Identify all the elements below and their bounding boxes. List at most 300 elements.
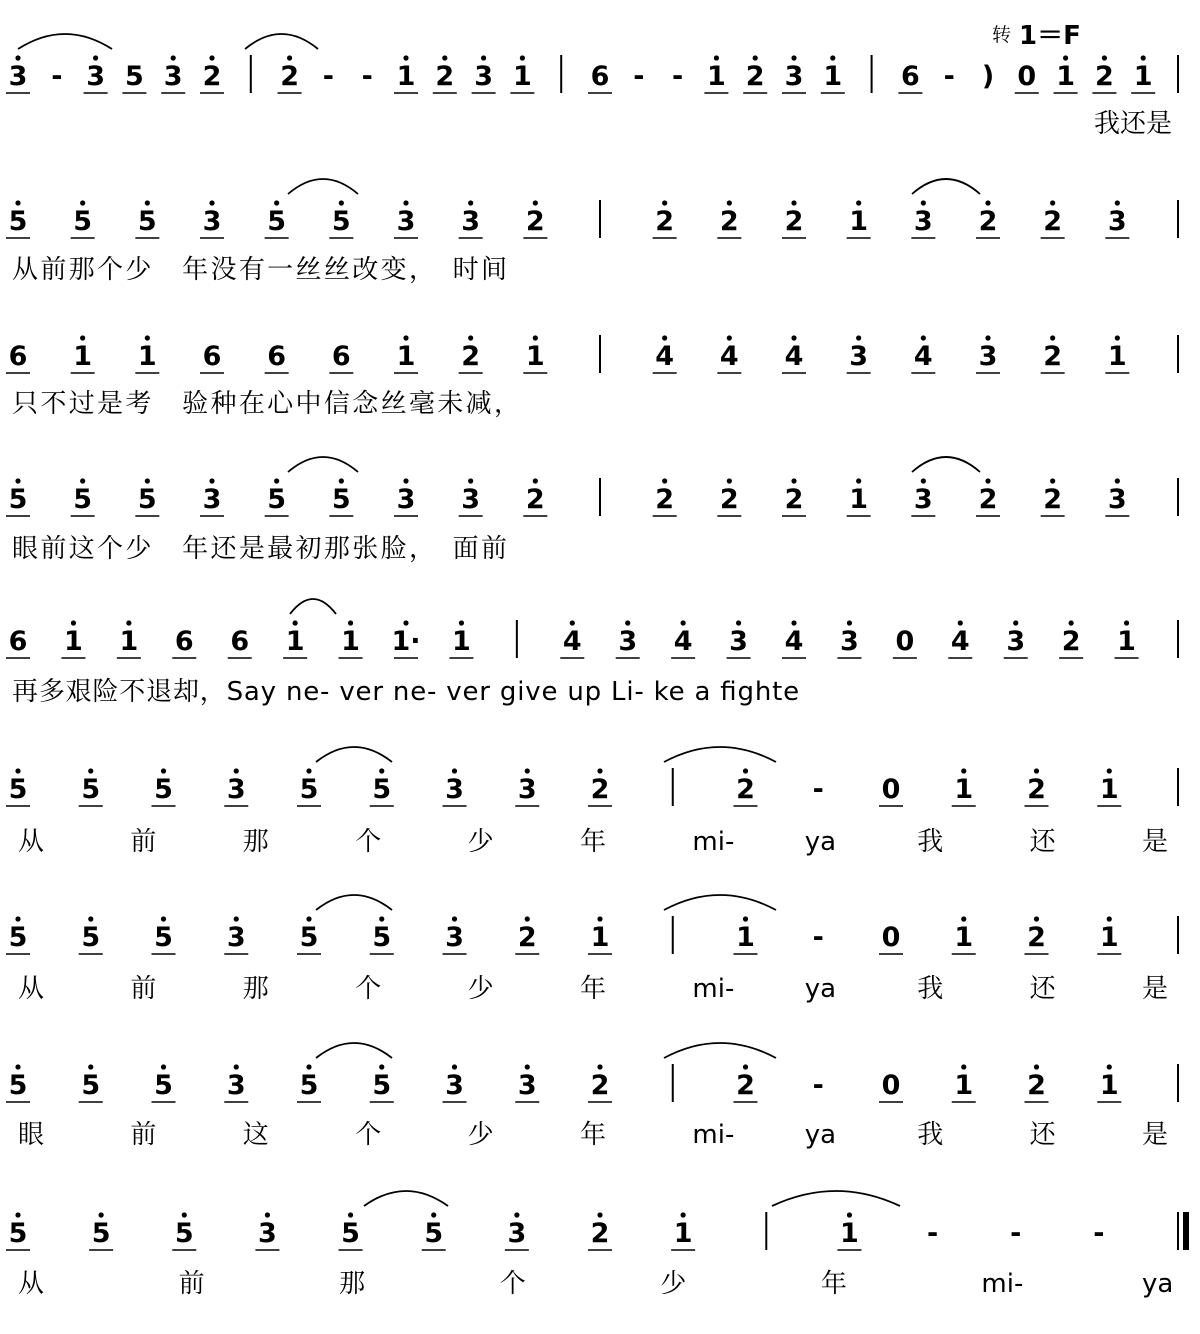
octave-dot <box>714 55 719 60</box>
note: - <box>812 1070 824 1101</box>
note: 2 <box>745 61 765 92</box>
note: 1 <box>1133 61 1153 92</box>
octave-dot <box>403 55 408 60</box>
octave-dot <box>209 200 214 205</box>
octave-dot <box>99 1212 104 1217</box>
octave-dot <box>662 335 667 340</box>
note: 2 <box>978 206 998 237</box>
system-2 <box>6 200 1178 285</box>
slur <box>912 179 980 194</box>
note: 3 <box>86 61 105 92</box>
octave-dot <box>93 55 98 60</box>
octave-dot <box>1013 620 1018 625</box>
lyric-word: ya <box>804 827 837 857</box>
note: 2 <box>1043 341 1063 372</box>
system-5 <box>6 620 1178 707</box>
note: 1 <box>1099 774 1119 805</box>
slur <box>364 1191 448 1206</box>
lyric-word: 前 <box>130 974 157 1004</box>
lyric-word: 前 <box>130 1120 157 1150</box>
octave-dot <box>88 1064 93 1069</box>
lyric-word: 从 <box>18 827 45 857</box>
octave-dot <box>1063 55 1068 60</box>
note: 5 <box>372 922 392 953</box>
octave-dot <box>525 1064 530 1069</box>
note: 1 <box>513 61 532 92</box>
octave-dot <box>525 916 530 921</box>
note: 3 <box>461 484 481 515</box>
octave-dot <box>71 620 76 625</box>
octave-dot <box>1050 335 1055 340</box>
octave-dot <box>681 1212 686 1217</box>
note: 3 <box>396 206 416 237</box>
lyric-word: 少 <box>660 1269 687 1299</box>
octave-dot <box>15 200 20 205</box>
lyric-line: 眼前这个少 年还是最初那张脸， 面前 <box>12 534 508 564</box>
octave-dot <box>379 1064 384 1069</box>
octave-dot <box>791 620 796 625</box>
lyric-word: ya <box>804 1120 837 1150</box>
octave-dot <box>80 478 85 483</box>
octave-dot <box>403 335 408 340</box>
slur <box>316 747 392 762</box>
note: 3 <box>1006 626 1026 657</box>
octave-dot <box>1050 200 1055 205</box>
note: 3 <box>913 484 933 515</box>
octave-dot <box>126 620 131 625</box>
note: 3 <box>445 922 464 953</box>
octave-dot <box>339 478 344 483</box>
octave-dot <box>597 768 602 773</box>
lyric-word: 少 <box>467 1120 494 1150</box>
note: 2 <box>719 206 739 237</box>
note: 5 <box>91 1218 111 1249</box>
note: 1 <box>119 626 139 657</box>
note: 1 <box>954 1070 974 1101</box>
key-change-label: 1＝F <box>1019 21 1081 51</box>
note: 1 <box>849 206 869 237</box>
note: 6 <box>174 626 194 657</box>
slur <box>18 34 112 49</box>
octave-dot <box>452 768 457 773</box>
note: - <box>812 922 824 953</box>
note: 2 <box>590 1218 610 1249</box>
note: 1 <box>341 626 360 657</box>
octave-dot <box>597 1212 602 1217</box>
octave-dot <box>339 200 344 205</box>
octave-dot <box>459 620 464 625</box>
lyric-word: 是 <box>1142 827 1169 857</box>
octave-dot <box>921 335 926 340</box>
note: 1 <box>590 922 610 953</box>
octave-dot <box>468 478 473 483</box>
octave-dot <box>1107 916 1112 921</box>
note: - <box>633 61 645 92</box>
octave-dot <box>791 478 796 483</box>
lyric-word: 从 <box>18 974 45 1004</box>
lyric-word: mi- <box>692 974 735 1004</box>
octave-dot <box>958 620 963 625</box>
octave-dot <box>80 200 85 205</box>
note: 5 <box>8 206 28 237</box>
lyric-word: 我 <box>917 974 944 1004</box>
octave-dot <box>961 1064 966 1069</box>
key-change <box>992 21 1081 51</box>
note: 1 <box>64 626 83 657</box>
lyric-word: 那 <box>339 1269 366 1299</box>
note: 6 <box>8 626 28 657</box>
octave-dot <box>1115 200 1120 205</box>
note: 3 <box>517 774 537 805</box>
note: 5 <box>8 1070 28 1101</box>
note: 5 <box>137 206 157 237</box>
slur <box>664 747 776 762</box>
note: 1 <box>954 774 974 805</box>
lyric-word: mi- <box>692 1120 735 1150</box>
octave-dot <box>1124 620 1129 625</box>
octave-dot <box>348 620 353 625</box>
octave-dot <box>1034 916 1039 921</box>
lyric-word: 年 <box>580 827 607 857</box>
lyric-word: 少 <box>467 974 494 1004</box>
note: 0 <box>881 1070 901 1101</box>
octave-dot <box>727 200 732 205</box>
note: 5 <box>8 922 28 953</box>
note: 5 <box>81 922 101 953</box>
note: 2 <box>1027 774 1046 805</box>
lyric-line: 从前那个少 年没有一丝丝改变， 时间 <box>12 255 508 285</box>
note: 3 <box>474 61 493 92</box>
note: 5 <box>372 1070 392 1101</box>
note: 1 <box>849 484 869 515</box>
octave-dot <box>1034 768 1039 773</box>
note: 1 <box>285 626 305 657</box>
note: 2 <box>736 1070 755 1101</box>
note: 1 <box>1099 1070 1119 1101</box>
octave-dot <box>533 335 538 340</box>
note: - <box>322 61 335 92</box>
octave-dot <box>161 768 166 773</box>
note: 1 <box>673 1218 693 1249</box>
note: 3 <box>202 206 222 237</box>
note: 2 <box>1095 61 1114 92</box>
note: 0 <box>881 922 901 953</box>
lyric-word: 还 <box>1029 974 1056 1004</box>
note: 5 <box>8 1218 28 1249</box>
note: 2 <box>435 61 455 92</box>
octave-dot <box>15 55 20 60</box>
note: 2 <box>590 774 610 805</box>
octave-dot <box>234 768 239 773</box>
note: 3 <box>445 774 464 805</box>
octave-dot <box>1034 1064 1039 1069</box>
octave-dot <box>15 1212 20 1217</box>
note: 6 <box>267 341 287 372</box>
note: 2 <box>1027 922 1046 953</box>
note: 3 <box>507 1218 527 1249</box>
octave-dot <box>985 200 990 205</box>
system-9 <box>6 1212 1186 1299</box>
octave-dot <box>287 55 292 60</box>
octave-dot <box>145 478 150 483</box>
octave-dot <box>442 55 447 60</box>
lyric-word: 还 <box>1029 1120 1056 1150</box>
octave-dot <box>234 1064 239 1069</box>
system-6 <box>6 768 1178 857</box>
octave-dot <box>921 200 926 205</box>
note: 3 <box>445 1070 464 1101</box>
note: - <box>812 774 824 805</box>
octave-dot <box>403 200 408 205</box>
octave-dot <box>348 1212 353 1217</box>
note: 2 <box>590 1070 610 1101</box>
octave-dot <box>727 478 732 483</box>
lyric-word: 前 <box>178 1269 205 1299</box>
lyric-word: 年 <box>580 974 607 1004</box>
octave-dot <box>520 55 525 60</box>
octave-dot <box>921 478 926 483</box>
note: 0 <box>1017 61 1037 92</box>
note: 2 <box>202 61 222 92</box>
octave-dot <box>743 1064 748 1069</box>
note: 1· <box>391 626 421 657</box>
note: 5 <box>154 1070 173 1101</box>
note: 5 <box>137 484 157 515</box>
lyric-word: 个 <box>355 827 382 857</box>
note: 2 <box>525 484 545 515</box>
octave-dot <box>1050 478 1055 483</box>
note: 5 <box>267 206 287 237</box>
octave-dot <box>274 200 279 205</box>
note: 6 <box>202 341 222 372</box>
note: 3 <box>226 774 246 805</box>
note: 1 <box>452 626 471 657</box>
octave-dot <box>753 55 758 60</box>
note: 0 <box>895 626 915 657</box>
octave-dot <box>791 200 796 205</box>
note: 3 <box>784 61 804 92</box>
note: 2 <box>1061 626 1081 657</box>
octave-dot <box>847 1212 852 1217</box>
note: - <box>926 1218 939 1249</box>
note: 1 <box>1056 61 1075 92</box>
note: 6 <box>590 61 610 92</box>
note: - <box>671 61 684 92</box>
note: 6 <box>901 61 920 92</box>
octave-dot <box>452 916 457 921</box>
note: 1 <box>840 1218 859 1249</box>
note: 2 <box>525 206 545 237</box>
octave-dot <box>161 916 166 921</box>
note: 3 <box>8 61 28 92</box>
octave-dot <box>306 1064 311 1069</box>
note: 4 <box>784 341 804 372</box>
octave-dot <box>481 55 486 60</box>
octave-dot <box>15 1064 20 1069</box>
lyric-line: 我还是 <box>1093 109 1172 139</box>
octave-dot <box>662 200 667 205</box>
note: 5 <box>299 774 319 805</box>
octave-dot <box>847 620 852 625</box>
octave-dot <box>1115 335 1120 340</box>
note: 1 <box>1117 626 1136 657</box>
note: 4 <box>719 341 739 372</box>
octave-dot <box>736 620 741 625</box>
note: - <box>943 61 955 92</box>
lyric-word: 这 <box>242 1120 269 1150</box>
octave-dot <box>1069 620 1074 625</box>
octave-dot <box>597 1064 602 1069</box>
note: 5 <box>73 484 93 515</box>
octave-dot <box>88 916 93 921</box>
slur <box>288 179 358 194</box>
lyric-word: 是 <box>1142 974 1169 1004</box>
lyric-word: 个 <box>355 1120 382 1150</box>
octave-dot <box>681 620 686 625</box>
octave-dot <box>625 620 630 625</box>
octave-dot <box>80 335 85 340</box>
note: 1 <box>823 61 843 92</box>
octave-dot <box>379 768 384 773</box>
octave-dot <box>514 1212 519 1217</box>
note: 3 <box>978 341 998 372</box>
note: 2 <box>736 774 755 805</box>
octave-dot <box>597 916 602 921</box>
octave-dot <box>985 478 990 483</box>
note: 6 <box>331 341 351 372</box>
note: 6 <box>230 626 250 657</box>
lyric-word: 还 <box>1029 827 1056 857</box>
lyric-word: 那 <box>242 974 269 1004</box>
note: 3 <box>163 61 183 92</box>
slur <box>912 457 980 472</box>
note: 3 <box>1107 484 1127 515</box>
octave-dot <box>234 916 239 921</box>
lyric-word: ya <box>804 974 837 1004</box>
octave-dot <box>1107 1064 1112 1069</box>
slur <box>316 895 392 910</box>
octave-dot <box>791 55 796 60</box>
note: 2 <box>1027 1070 1046 1101</box>
lyric-word: 少 <box>467 827 494 857</box>
note: 5 <box>174 1218 194 1249</box>
octave-dot <box>727 335 732 340</box>
key-change-prefix: 转 <box>992 24 1012 46</box>
octave-dot <box>452 1064 457 1069</box>
note: 5 <box>8 774 28 805</box>
note: 5 <box>154 774 173 805</box>
octave-dot <box>743 916 748 921</box>
lyric-word: mi- <box>692 827 735 857</box>
lyric-word: 前 <box>130 827 157 857</box>
octave-dot <box>533 200 538 205</box>
note: 1 <box>396 61 416 92</box>
octave-dot <box>985 335 990 340</box>
octave-dot <box>209 478 214 483</box>
note: 3 <box>226 1070 246 1101</box>
note: 1 <box>137 341 157 372</box>
note: 4 <box>673 626 693 657</box>
note: 3 <box>913 206 933 237</box>
octave-dot <box>15 916 20 921</box>
note: 1 <box>736 922 755 953</box>
note: 2 <box>1043 206 1063 237</box>
lyric-word: mi- <box>981 1269 1024 1299</box>
system-1 <box>6 55 1178 139</box>
note: 1 <box>954 922 974 953</box>
octave-dot <box>961 768 966 773</box>
octave-dot <box>306 768 311 773</box>
note: 3 <box>849 341 869 372</box>
system-3 <box>6 335 1178 419</box>
note: 6 <box>8 341 28 372</box>
note: 3 <box>517 1070 537 1101</box>
octave-dot <box>293 620 298 625</box>
octave-dot <box>1141 55 1146 60</box>
note: 2 <box>1043 484 1063 515</box>
slur <box>664 895 776 910</box>
note: 1 <box>1099 922 1119 953</box>
lyric-word: 那 <box>242 827 269 857</box>
system-8 <box>6 1064 1178 1150</box>
note: 3 <box>396 484 416 515</box>
octave-dot <box>662 478 667 483</box>
octave-dot <box>403 478 408 483</box>
note: 3 <box>618 626 638 657</box>
note: 2 <box>978 484 998 515</box>
octave-dot <box>88 768 93 773</box>
octave-dot <box>570 620 575 625</box>
note: 1 <box>1107 341 1127 372</box>
octave-dot <box>856 335 861 340</box>
note: 5 <box>8 484 28 515</box>
note: 2 <box>655 206 675 237</box>
octave-dot <box>961 916 966 921</box>
octave-dot <box>182 1212 187 1217</box>
lyric-word: 个 <box>499 1269 526 1299</box>
note: 3 <box>840 626 859 657</box>
octave-dot <box>379 916 384 921</box>
octave-dot <box>525 768 530 773</box>
note: 3 <box>1107 206 1127 237</box>
octave-dot <box>1107 768 1112 773</box>
system-4 <box>6 478 1178 564</box>
note: 2 <box>784 484 804 515</box>
note: 1 <box>396 341 416 372</box>
note: 2 <box>719 484 739 515</box>
note: 5 <box>372 774 392 805</box>
note: - <box>1093 1218 1105 1249</box>
note: 5 <box>299 1070 319 1101</box>
note: 1 <box>73 341 93 372</box>
octave-dot <box>171 55 176 60</box>
note: 5 <box>125 61 144 92</box>
note: 2 <box>784 206 804 237</box>
octave-dot <box>791 335 796 340</box>
note: 3 <box>461 206 481 237</box>
note: 4 <box>950 626 970 657</box>
note: 5 <box>73 206 93 237</box>
note: 2 <box>280 61 299 92</box>
octave-dot <box>431 1212 436 1217</box>
slur <box>772 1191 900 1206</box>
note: 5 <box>299 922 319 953</box>
note: 2 <box>517 922 537 953</box>
note: 5 <box>81 774 101 805</box>
lyric-word: ya <box>1142 1269 1174 1299</box>
note: 5 <box>424 1218 444 1249</box>
slur <box>288 457 358 472</box>
